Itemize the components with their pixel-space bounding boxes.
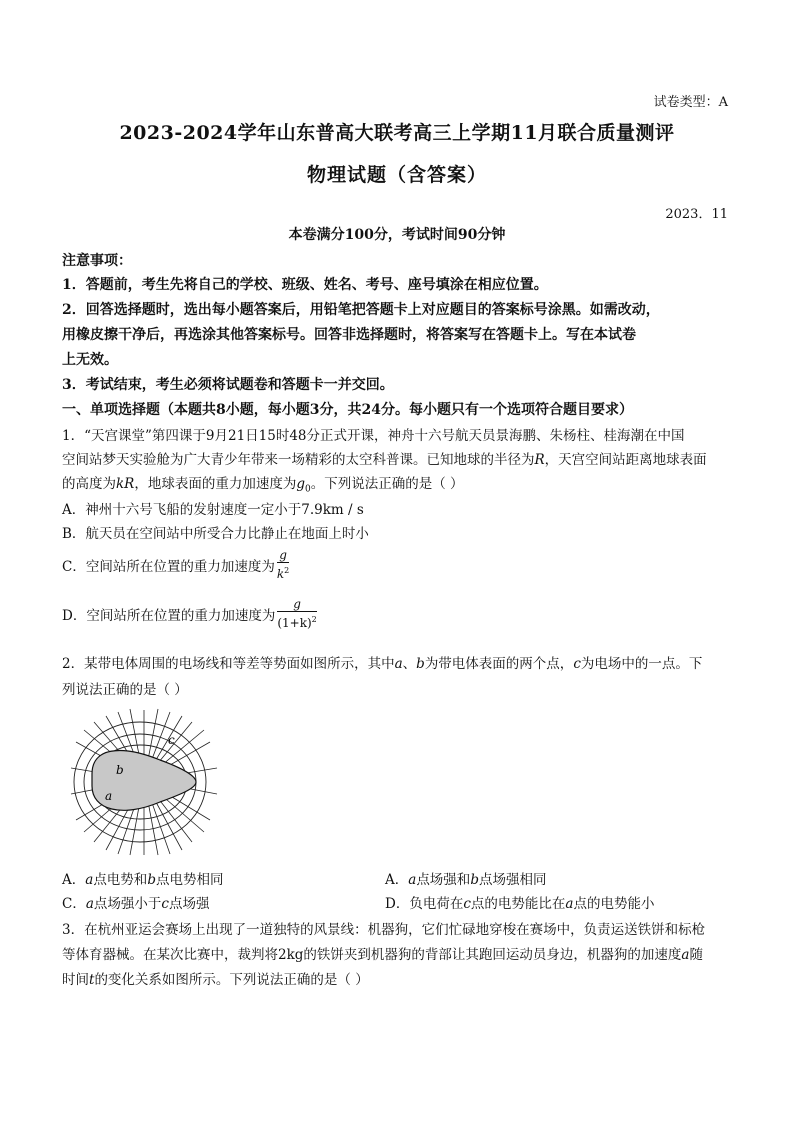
score-time-info: 本卷满分100分，考试时间90分钟 [288,227,506,243]
q2-option-c: C．a点场强小于c点场强 [62,896,210,912]
q2-stem-line1: 2．某带电体周围的电场线和等差等势面如图所示，其中a、b为带电体表面的两个点，c为电场中的一点。下 [62,656,703,672]
exam-date: 2023．11 [665,207,728,222]
q1-option-d: D．空间站所在位置的重力加速度为 $\frac{g}{(1+k)^2}$ [62,597,317,630]
q2-option-a: A．a点电势和b点电势相同 [62,872,224,888]
exam-subtitle: 物理试题（含答案） [306,164,487,186]
label-b: b [116,763,124,777]
q1-stem-line2: 空间站梦天实验舱为广大青少年带来一场精彩的太空科普课。已知地球的半径为R，天宫空间站距离地球表面 [62,452,707,468]
q1-option-b: B．航天员在空间站中所受合力比静止在地面上时小 [62,526,369,542]
q3-stem-line1: 3．在杭州亚运会赛场上出现了一道独特的风景线：机器狗，它们忙碌地穿梭在赛场中，负责运送铁饼和标枪 [62,922,706,938]
note-item-2-cont: 用橡皮擦干净后，再选涂其他答案标号。回答非选择题时，将答案写在答题卡上。写在本试卷 [62,327,636,343]
note-item-2: 2．回答选择题时，选出每小题答案后，用铅笔把答题卡上对应题目的答案标号涂黑。如需改动， [62,302,660,318]
label-a: a [105,789,113,803]
q1-stem-line3: 的高度为kR，地球表面的重力加速度为$g_0$。下列说法正确的是（ ） [62,476,464,495]
note-item-1: 1．答题前，考生先将自己的学校、班级、姓名、考号、座号填涂在相应位置。 [62,277,548,293]
note-item-3: 3．考试结束，考生必须将试题卷和答题卡一并交回。 [62,377,394,393]
paper-type: 试卷类型：A [653,95,728,110]
field-diagram [70,708,218,856]
q2-stem-line2: 列说法正确的是（ ） [62,682,188,698]
notes-heading: 注意事项： [62,253,132,269]
label-c: c [168,733,175,747]
note-item-2-end: 上无效。 [62,352,118,368]
q1-option-c: C．空间站所在位置的重力加速度为 $\frac{g}{k^2}$ [62,548,290,581]
q3-stem-line3: 时间t的变化关系如图所示。下列说法正确的是（ ） [62,972,369,988]
q2-option-b: A．a点场强和b点场强相同 [385,872,547,888]
q1-stem-line1: 1．“天宫课堂”第四课于9月21日15时48分正式开课，神舟十六号航天员景海鹏、朱杨柱、桂海潮在中国 [62,428,685,444]
q2-option-d: D．负电荷在c点的电势能比在a点的电势能小 [385,896,655,912]
q1-option-a: A．神州十六号飞船的发射速度一定小于7.9km / s [62,502,364,518]
q3-stem-line2: 等体育器械。在某次比赛中，裁判将2kg的铁饼夹到机器狗的背部让其跑回运动员身边，机器狗的加速度a随 [62,947,703,963]
exam-title: 2023-2024学年山东普高大联考高三上学期11月联合质量测评 [119,122,675,144]
section-heading: 一、单项选择题（本题共8小题，每小题3分，共24分。每小题只有一个选项符合题目要求） [62,402,633,418]
electric-field-figure [70,708,218,856]
